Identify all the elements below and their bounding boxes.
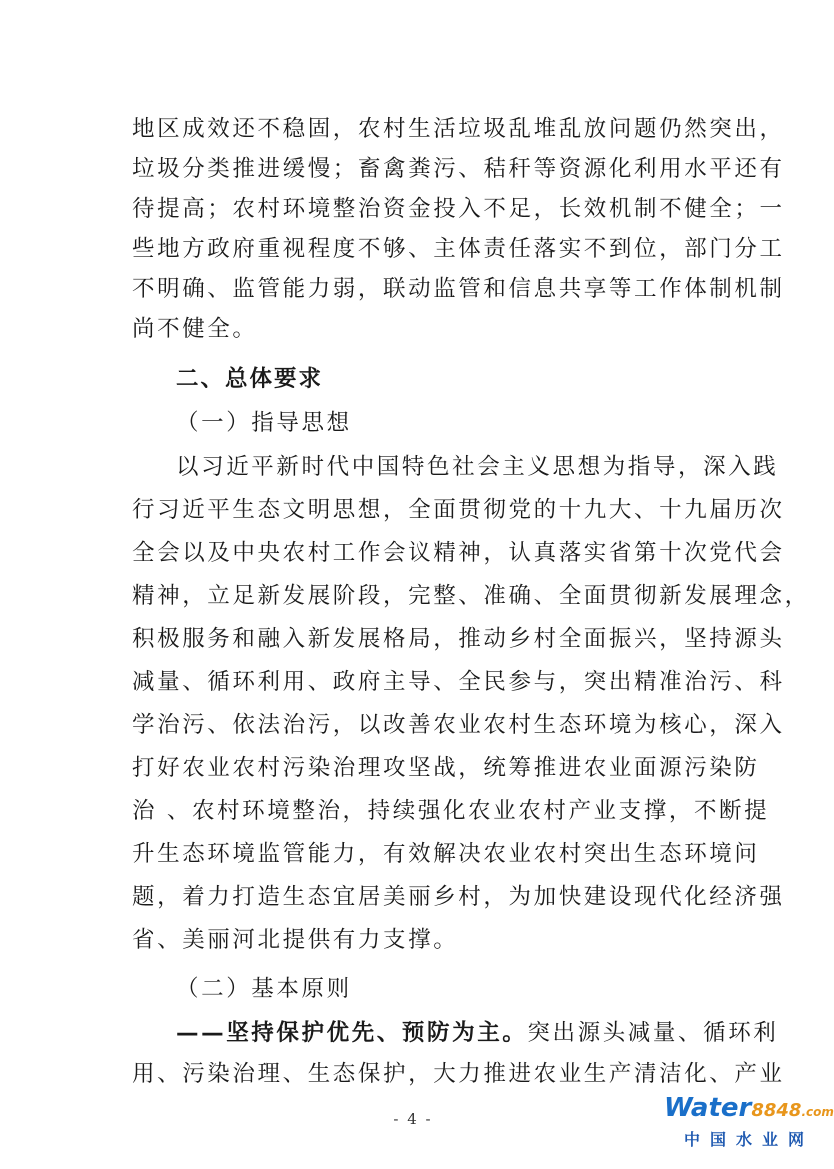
paragraph-line: 些地方政府重视程度不够、主体责任落实不到位，部门分工 bbox=[132, 236, 785, 262]
paragraph-line: 减量、循环利用、政府主导、全民参与，突出精准治污、科 bbox=[132, 669, 785, 695]
section-heading: 二、总体要求 bbox=[176, 366, 324, 392]
paragraph-line: 待提高；农村环境整治资金投入不足，长效机制不健全；一 bbox=[132, 196, 785, 222]
watermark-chinese: 中国水业网 bbox=[683, 1130, 814, 1149]
paragraph-line: 省、美丽河北提供有力支撑。 bbox=[132, 927, 459, 953]
paragraph-line: 学治污、依法治污，以改善农业农村生态环境为核心，深入 bbox=[132, 712, 785, 738]
paragraph-line: 升生态环境监管能力，有效解决农业农村突出生态环境问 bbox=[132, 841, 760, 867]
watermark-logo bbox=[664, 1093, 834, 1157]
paragraph-line: 地区成效还不稳固，农村生活垃圾乱堆乱放问题仍然突出， bbox=[132, 116, 785, 142]
paragraph-line: 打好农业农村污染治理攻坚战，统筹推进农业面源污染防 bbox=[132, 755, 760, 781]
principle-text: 突出源头减量、循环利 bbox=[527, 1020, 779, 1046]
paragraph-line: 题，着力打造生态宜居美丽乡村，为加快建设现代化经济强 bbox=[132, 884, 785, 910]
subsection-heading: （一）指导思想 bbox=[176, 410, 352, 436]
subsection-heading: （二）基本原则 bbox=[176, 976, 352, 1002]
paragraph-line: 不明确、监管能力弱，联动监管和信息共享等工作体制机制 bbox=[132, 276, 785, 302]
page-number: - 4 - bbox=[393, 1110, 433, 1128]
watermark-w: W bbox=[664, 1093, 691, 1123]
paragraph-line: 尚不健全。 bbox=[132, 316, 258, 342]
paragraph-line: 用、污染治理、生态保护，大力推进农业生产清洁化、产业 bbox=[132, 1061, 785, 1087]
watermark-brand bbox=[664, 1093, 834, 1123]
paragraph-line: 行习近平生态文明思想，全面贯彻党的十九大、十九届历次 bbox=[132, 497, 785, 523]
paragraph-line: 精神，立足新发展阶段，完整、准确、全面贯彻新发展理念， bbox=[132, 583, 810, 609]
watermark-suffix: .com bbox=[801, 1105, 834, 1119]
paragraph-line: 治 、农村环境整治，持续强化农业农村产业支撑，不断提 bbox=[132, 798, 770, 824]
watermark-number: 8848 bbox=[751, 1100, 802, 1121]
paragraph-line: 全会以及中央农村工作会议精神，认真落实省第十次党代会 bbox=[132, 540, 785, 566]
paragraph-line: 积极服务和融入新发展格局，推动乡村全面振兴，坚持源头 bbox=[132, 626, 785, 652]
principle-line bbox=[176, 1022, 778, 1045]
principle-title: ——坚持保护优先、预防为主。 bbox=[176, 1020, 528, 1046]
watermark-ater: ater bbox=[690, 1093, 752, 1123]
paragraph-line: 以习近平新时代中国特色社会主义思想为指导，深入践 bbox=[176, 454, 779, 480]
paragraph-line: 垃圾分类推进缓慢；畜禽粪污、秸秆等资源化利用水平还有 bbox=[132, 156, 785, 182]
